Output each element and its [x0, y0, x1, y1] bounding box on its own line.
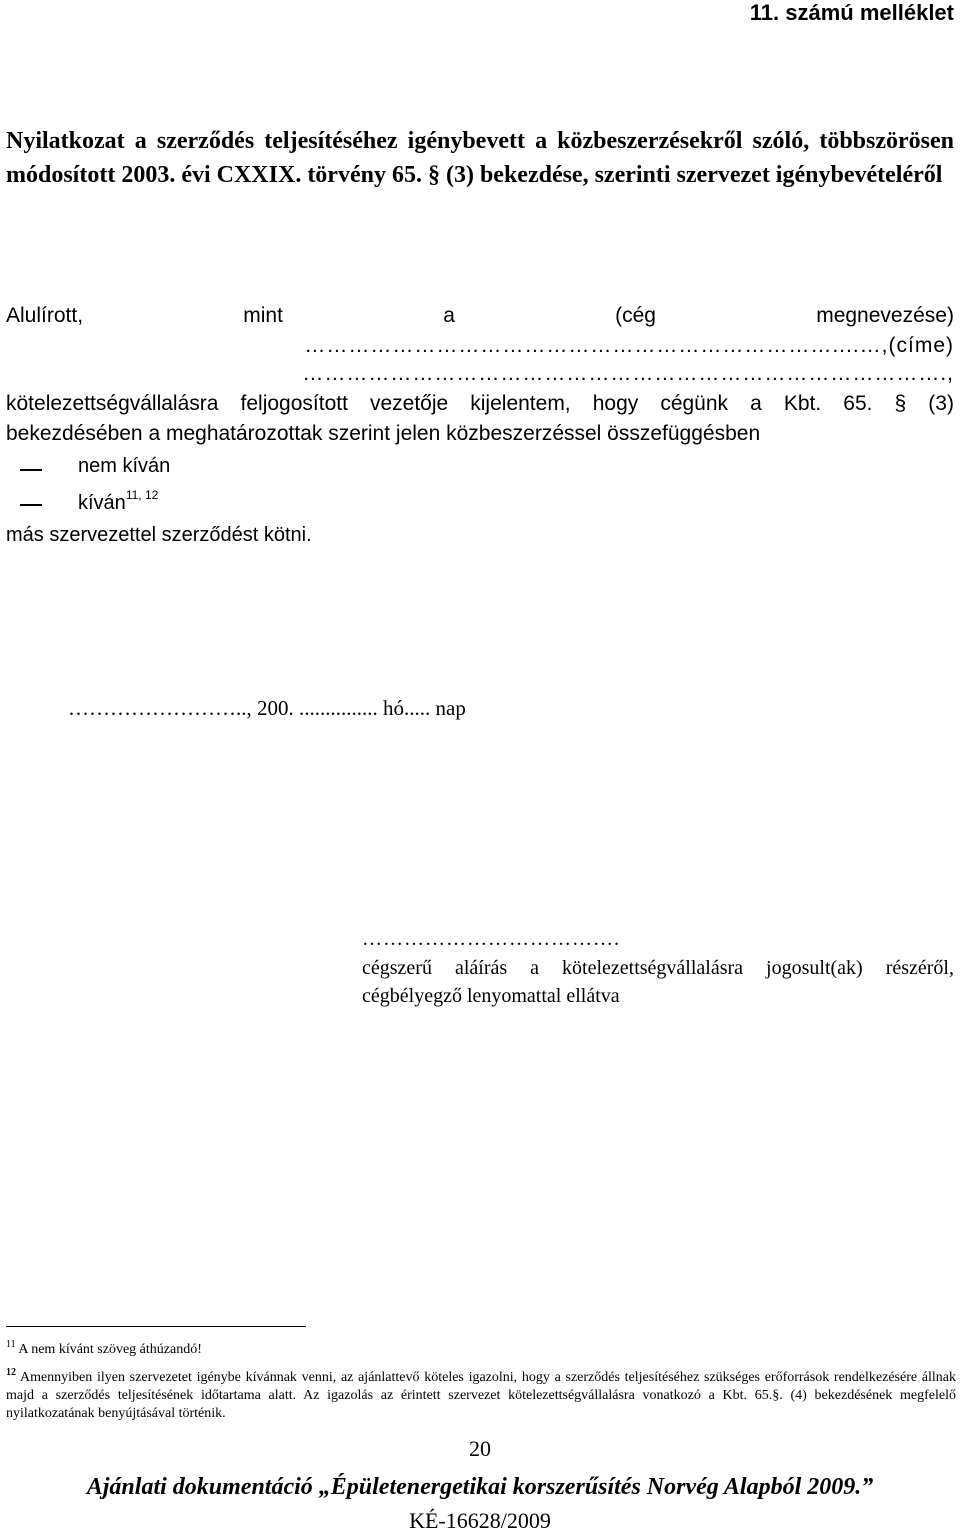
- signature-caption: cégszerű aláírás a kötelezettségvállalásra jogosult(ak) részéről, cégbélyegző lenyomattal ellátva: [362, 957, 954, 1007]
- declaration-line-5: bekezdésében a meghatározottak szerint jelen közbeszerzéssel összefüggésben: [6, 422, 761, 445]
- document-title: Nyilatkozat a szerződés teljesítéséhez igénybevett a közbeszerzésekről szóló, többszörösen módosított 2003. évi CXXIX. törvény 65. § (3) bekezdése, szerinti szervezet igénybevételéről: [6, 128, 954, 188]
- footnote-separator: [6, 1326, 306, 1327]
- word: (3): [928, 392, 954, 415]
- signature-blank: ……………………………….: [362, 928, 620, 950]
- word: Kbt.: [783, 392, 822, 415]
- option-nem-kivan: nem kíván: [78, 455, 171, 477]
- declaration-line-4: [6, 392, 954, 416]
- annex-label: 11. számú melléklet: [749, 0, 954, 25]
- word: feljogosított: [240, 392, 348, 415]
- footnote-number: 12: [6, 1367, 16, 1378]
- address-blank: ………………………………………………………………....…,(címe): [304, 334, 954, 357]
- word: Alulírott,: [6, 304, 84, 327]
- word: kötelezettségvállalásra: [6, 392, 219, 415]
- option-kivan-label: kíván: [78, 492, 126, 514]
- word: (cég: [615, 304, 656, 327]
- footnote-11: [6, 1336, 956, 1359]
- word: hogy: [592, 392, 639, 415]
- footnote-text: A nem kívánt szöveg áthúzandó!: [18, 1342, 202, 1357]
- footnote-number: 11: [6, 1339, 16, 1350]
- dash-bullet: [20, 504, 42, 506]
- blank-dots: …………………………………………………………………………….,: [302, 362, 954, 385]
- footer-code: KÉ-16628/2009: [409, 1508, 551, 1533]
- word: kijelentem,: [470, 392, 571, 415]
- option-kivan: [78, 488, 158, 515]
- word: megnevezése): [816, 304, 954, 327]
- word: cégünk: [660, 392, 729, 415]
- footnote-12: [6, 1364, 956, 1423]
- word: a: [750, 392, 762, 415]
- word: vezetője: [369, 392, 449, 415]
- declaration-line-1: [6, 304, 954, 328]
- company-address-fill-line: [6, 334, 954, 358]
- word: mint: [243, 304, 283, 327]
- footnote-ref: 11, 12: [125, 488, 159, 502]
- word: a: [443, 304, 455, 327]
- declaration-line-6: más szervezettel szerződést kötni.: [6, 524, 312, 546]
- footnote-text: Amennyiben ilyen szervezetet igénybe kívánnak venni, az ajánlattevő köteles igazolni, hogy a szerződés teljesítéséhez szükséges erőforrások rendelkezésére állnak majd a szerződés teljesítésének időtartama alatt. Az igazolás az érintett szervezet kötelezettségvállalásra vonatkozó a Kbt. 65.§. (4) bekezdésének megfelelő nyilatkozatának benyújtásával történik.: [6, 1370, 957, 1421]
- dash-bullet: [20, 469, 42, 471]
- word: 65.: [843, 392, 873, 415]
- fill-line: [6, 362, 954, 386]
- page-number: 20: [469, 1436, 491, 1461]
- word: §: [894, 392, 907, 415]
- date-line: …………………….., 200. ............... hó..... nap: [68, 696, 466, 720]
- footer-title: Ajánlati dokumentáció „Épületenergetikai korszerűsítés Norvég Alapból 2009.”: [86, 1474, 874, 1500]
